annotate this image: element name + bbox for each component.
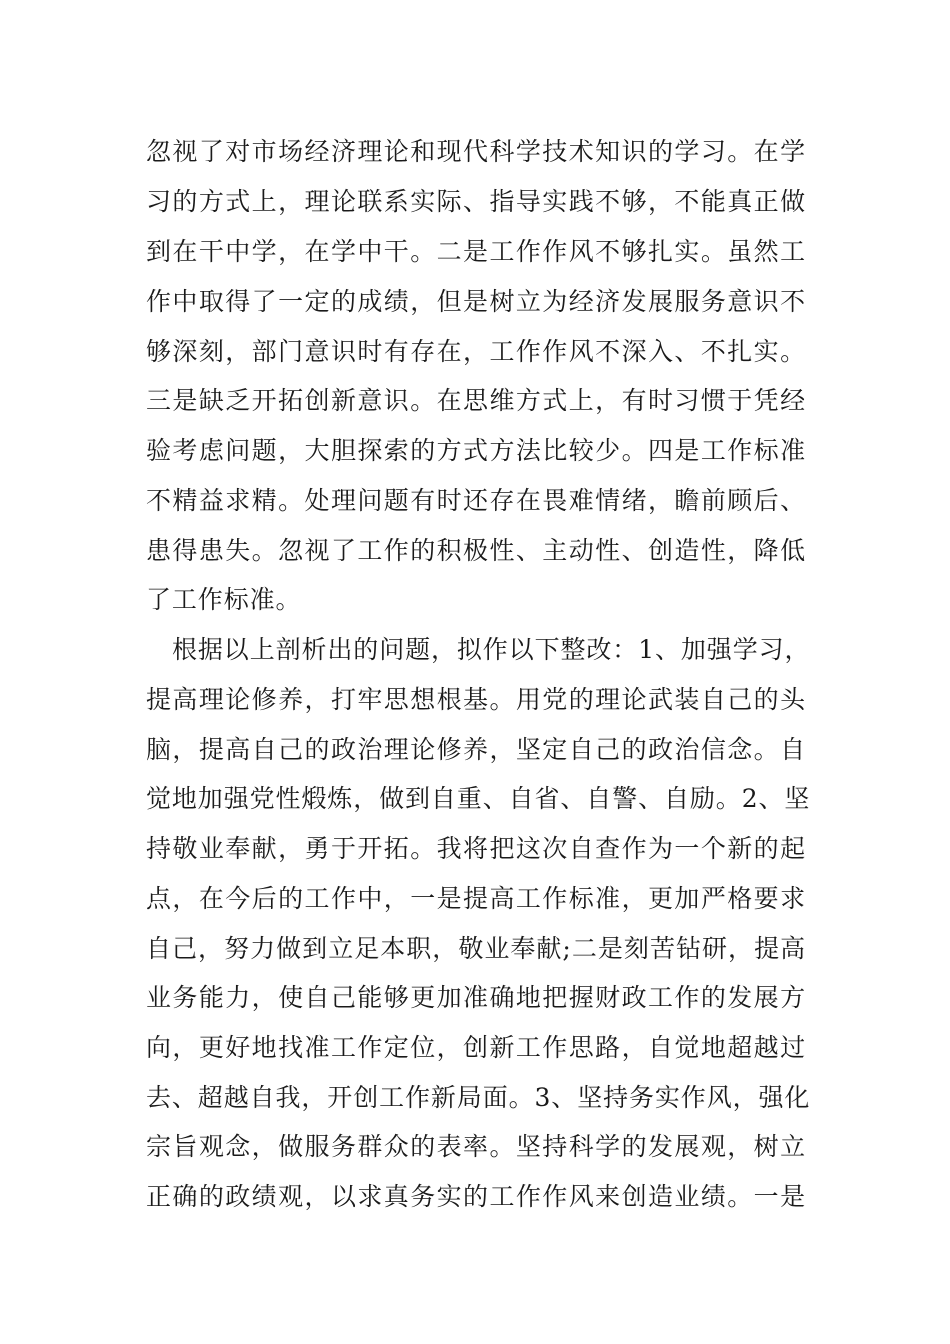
text-line-4: 作中取得了一定的成绩，但是树立为经济发展服务意识不 [146,287,806,316]
text-line-7: 验考虑问题，大胆探索的方式方法比较少。四是工作标准 [146,436,806,465]
text-line-17: 自己，努力做到立足本职，敬业奉献;二是刻苦钻研，提高 [146,934,806,963]
text-line-11: 根据以上剖析出的问题，拟作以下整改：1、加强学习， [172,635,811,664]
text-line-18: 业务能力，使自己能够更加准确地把握财政工作的发展方 [146,983,806,1012]
text-line-10: 了工作标准。 [146,585,302,614]
text-line-5: 够深刻，部门意识时有存在，工作作风不深入、不扎实。 [146,337,806,366]
text-line-2: 习的方式上，理论联系实际、指导实践不够，不能真正做 [146,187,806,216]
text-line-1: 忽视了对市场经济理论和现代科学技术知识的学习。在学 [146,137,806,166]
text-line-15: 持敬业奉献，勇于开拓。我将把这次自查作为一个新的起 [146,834,806,863]
text-line-20: 去、超越自我，开创工作新局面。3、坚持务实作风，强化 [146,1083,811,1112]
text-line-22: 正确的政绩观，以求真务实的工作作风来创造业绩。一是 [146,1182,806,1211]
text-line-16: 点，在今后的工作中，一是提高工作标准，更加严格要求 [146,884,806,913]
text-line-3: 到在干中学，在学中干。二是工作作风不够扎实。虽然工 [146,237,806,266]
text-line-9: 患得患失。忽视了工作的积极性、主动性、创造性，降低 [146,536,806,565]
text-line-21: 宗旨观念，做服务群众的表率。坚持科学的发展观，树立 [146,1132,806,1161]
text-line-8: 不精益求精。处理问题有时还存在畏难情绪，瞻前顾后、 [146,486,806,515]
text-line-12: 提高理论修养，打牢思想根基。用党的理论武装自己的头 [146,685,806,714]
text-line-14: 觉地加强党性煅炼，做到自重、自省、自警、自励。2、坚 [146,784,811,813]
text-line-6: 三是缺乏开拓创新意识。在思维方式上，有时习惯于凭经 [146,386,806,415]
text-line-13: 脑，提高自己的政治理论修养，坚定自己的政治信念。自 [146,735,806,764]
text-line-19: 向，更好地找准工作定位，创新工作思路，自觉地超越过 [146,1033,806,1062]
